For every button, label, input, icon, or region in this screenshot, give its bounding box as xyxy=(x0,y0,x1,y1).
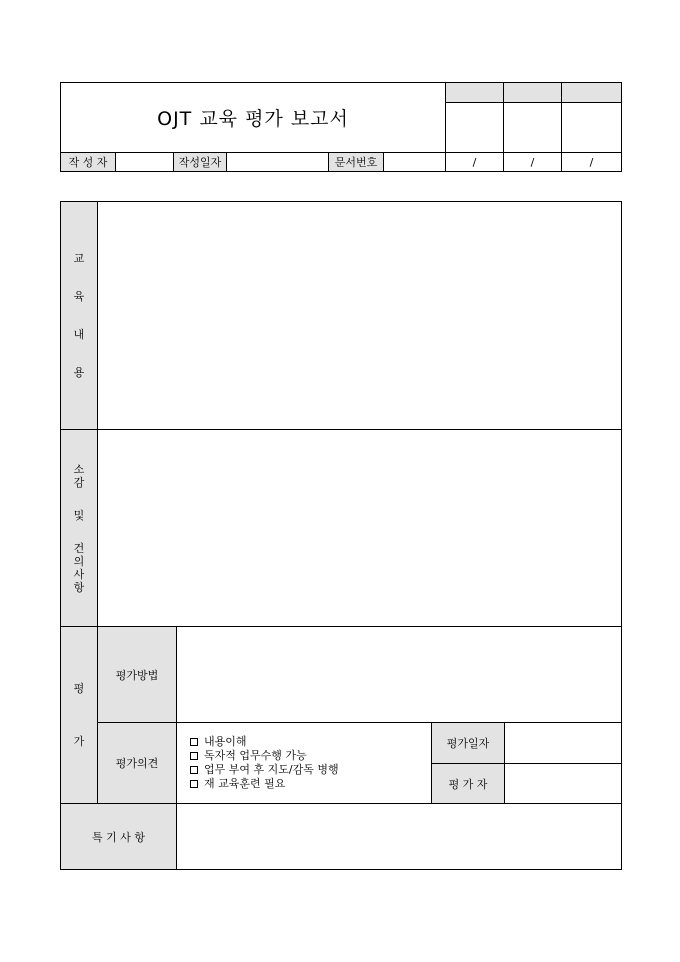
label-char: 평 xyxy=(73,682,85,695)
education-content-label xyxy=(61,202,98,430)
evaluation-main-table xyxy=(60,201,622,870)
label-char: 교 xyxy=(73,252,85,265)
option-label: 업무 부여 후 지도/감독 병행 xyxy=(204,763,339,776)
option-item[interactable] xyxy=(190,749,431,763)
label-char: 내 xyxy=(73,328,85,341)
remarks-label: 특 기 사 항 xyxy=(61,804,177,870)
checkbox-icon[interactable] xyxy=(190,766,198,774)
approval-sign-3[interactable] xyxy=(562,103,622,153)
remarks-area[interactable] xyxy=(177,804,622,870)
evaluation-label xyxy=(61,627,98,804)
evaluator-label: 평 가 자 xyxy=(432,764,505,804)
label-char: 건 xyxy=(73,541,85,555)
report-header-table xyxy=(60,82,622,172)
approval-header-1 xyxy=(446,83,504,103)
approval-date-1[interactable]: / xyxy=(446,153,504,172)
evaluation-method-label: 평가방법 xyxy=(98,627,177,723)
report-title: OJT 교육 평가 보고서 xyxy=(61,83,446,153)
approval-date-2[interactable]: / xyxy=(504,153,562,172)
label-char: 의 xyxy=(73,554,85,568)
label-char: 소 xyxy=(73,462,85,476)
option-label: 재 교육훈련 필요 xyxy=(204,777,286,790)
date-field[interactable] xyxy=(227,153,329,172)
label-char: 육 xyxy=(73,290,85,303)
label-char: 사 xyxy=(73,567,85,581)
option-label: 독자적 업무수행 가능 xyxy=(204,749,307,762)
approval-sign-1[interactable] xyxy=(446,103,504,153)
evaluator-field[interactable] xyxy=(505,764,622,804)
checkbox-icon[interactable] xyxy=(190,738,198,746)
label-char: 가 xyxy=(73,735,85,748)
evaluation-method-area[interactable] xyxy=(177,627,622,723)
opinion-area[interactable] xyxy=(98,430,622,627)
opinion-label xyxy=(61,430,98,627)
author-label: 작 성 자 xyxy=(61,153,116,172)
education-content-area[interactable] xyxy=(98,202,622,430)
doc-number-label: 문서번호 xyxy=(329,153,384,172)
author-field[interactable] xyxy=(116,153,174,172)
date-label: 작성일자 xyxy=(174,153,227,172)
evaluation-options xyxy=(177,723,432,804)
evaluation-opinion-label: 평가의견 xyxy=(98,723,177,804)
approval-date-3[interactable]: / xyxy=(562,153,622,172)
option-label: 내용이해 xyxy=(204,735,247,748)
checkbox-icon[interactable] xyxy=(190,780,198,788)
evaluation-date-field[interactable] xyxy=(505,723,622,764)
approval-sign-2[interactable] xyxy=(504,103,562,153)
label-char: 및 xyxy=(73,508,85,522)
option-item[interactable] xyxy=(190,735,431,749)
label-char: 항 xyxy=(73,580,85,594)
label-char: 감 xyxy=(73,475,85,489)
approval-header-2 xyxy=(504,83,562,103)
option-item[interactable] xyxy=(190,763,431,777)
option-item[interactable] xyxy=(190,777,431,791)
approval-header-3 xyxy=(562,83,622,103)
label-char: 용 xyxy=(73,366,85,379)
evaluation-date-label: 평가일자 xyxy=(432,723,505,764)
checkbox-icon[interactable] xyxy=(190,752,198,760)
doc-number-field[interactable] xyxy=(384,153,446,172)
